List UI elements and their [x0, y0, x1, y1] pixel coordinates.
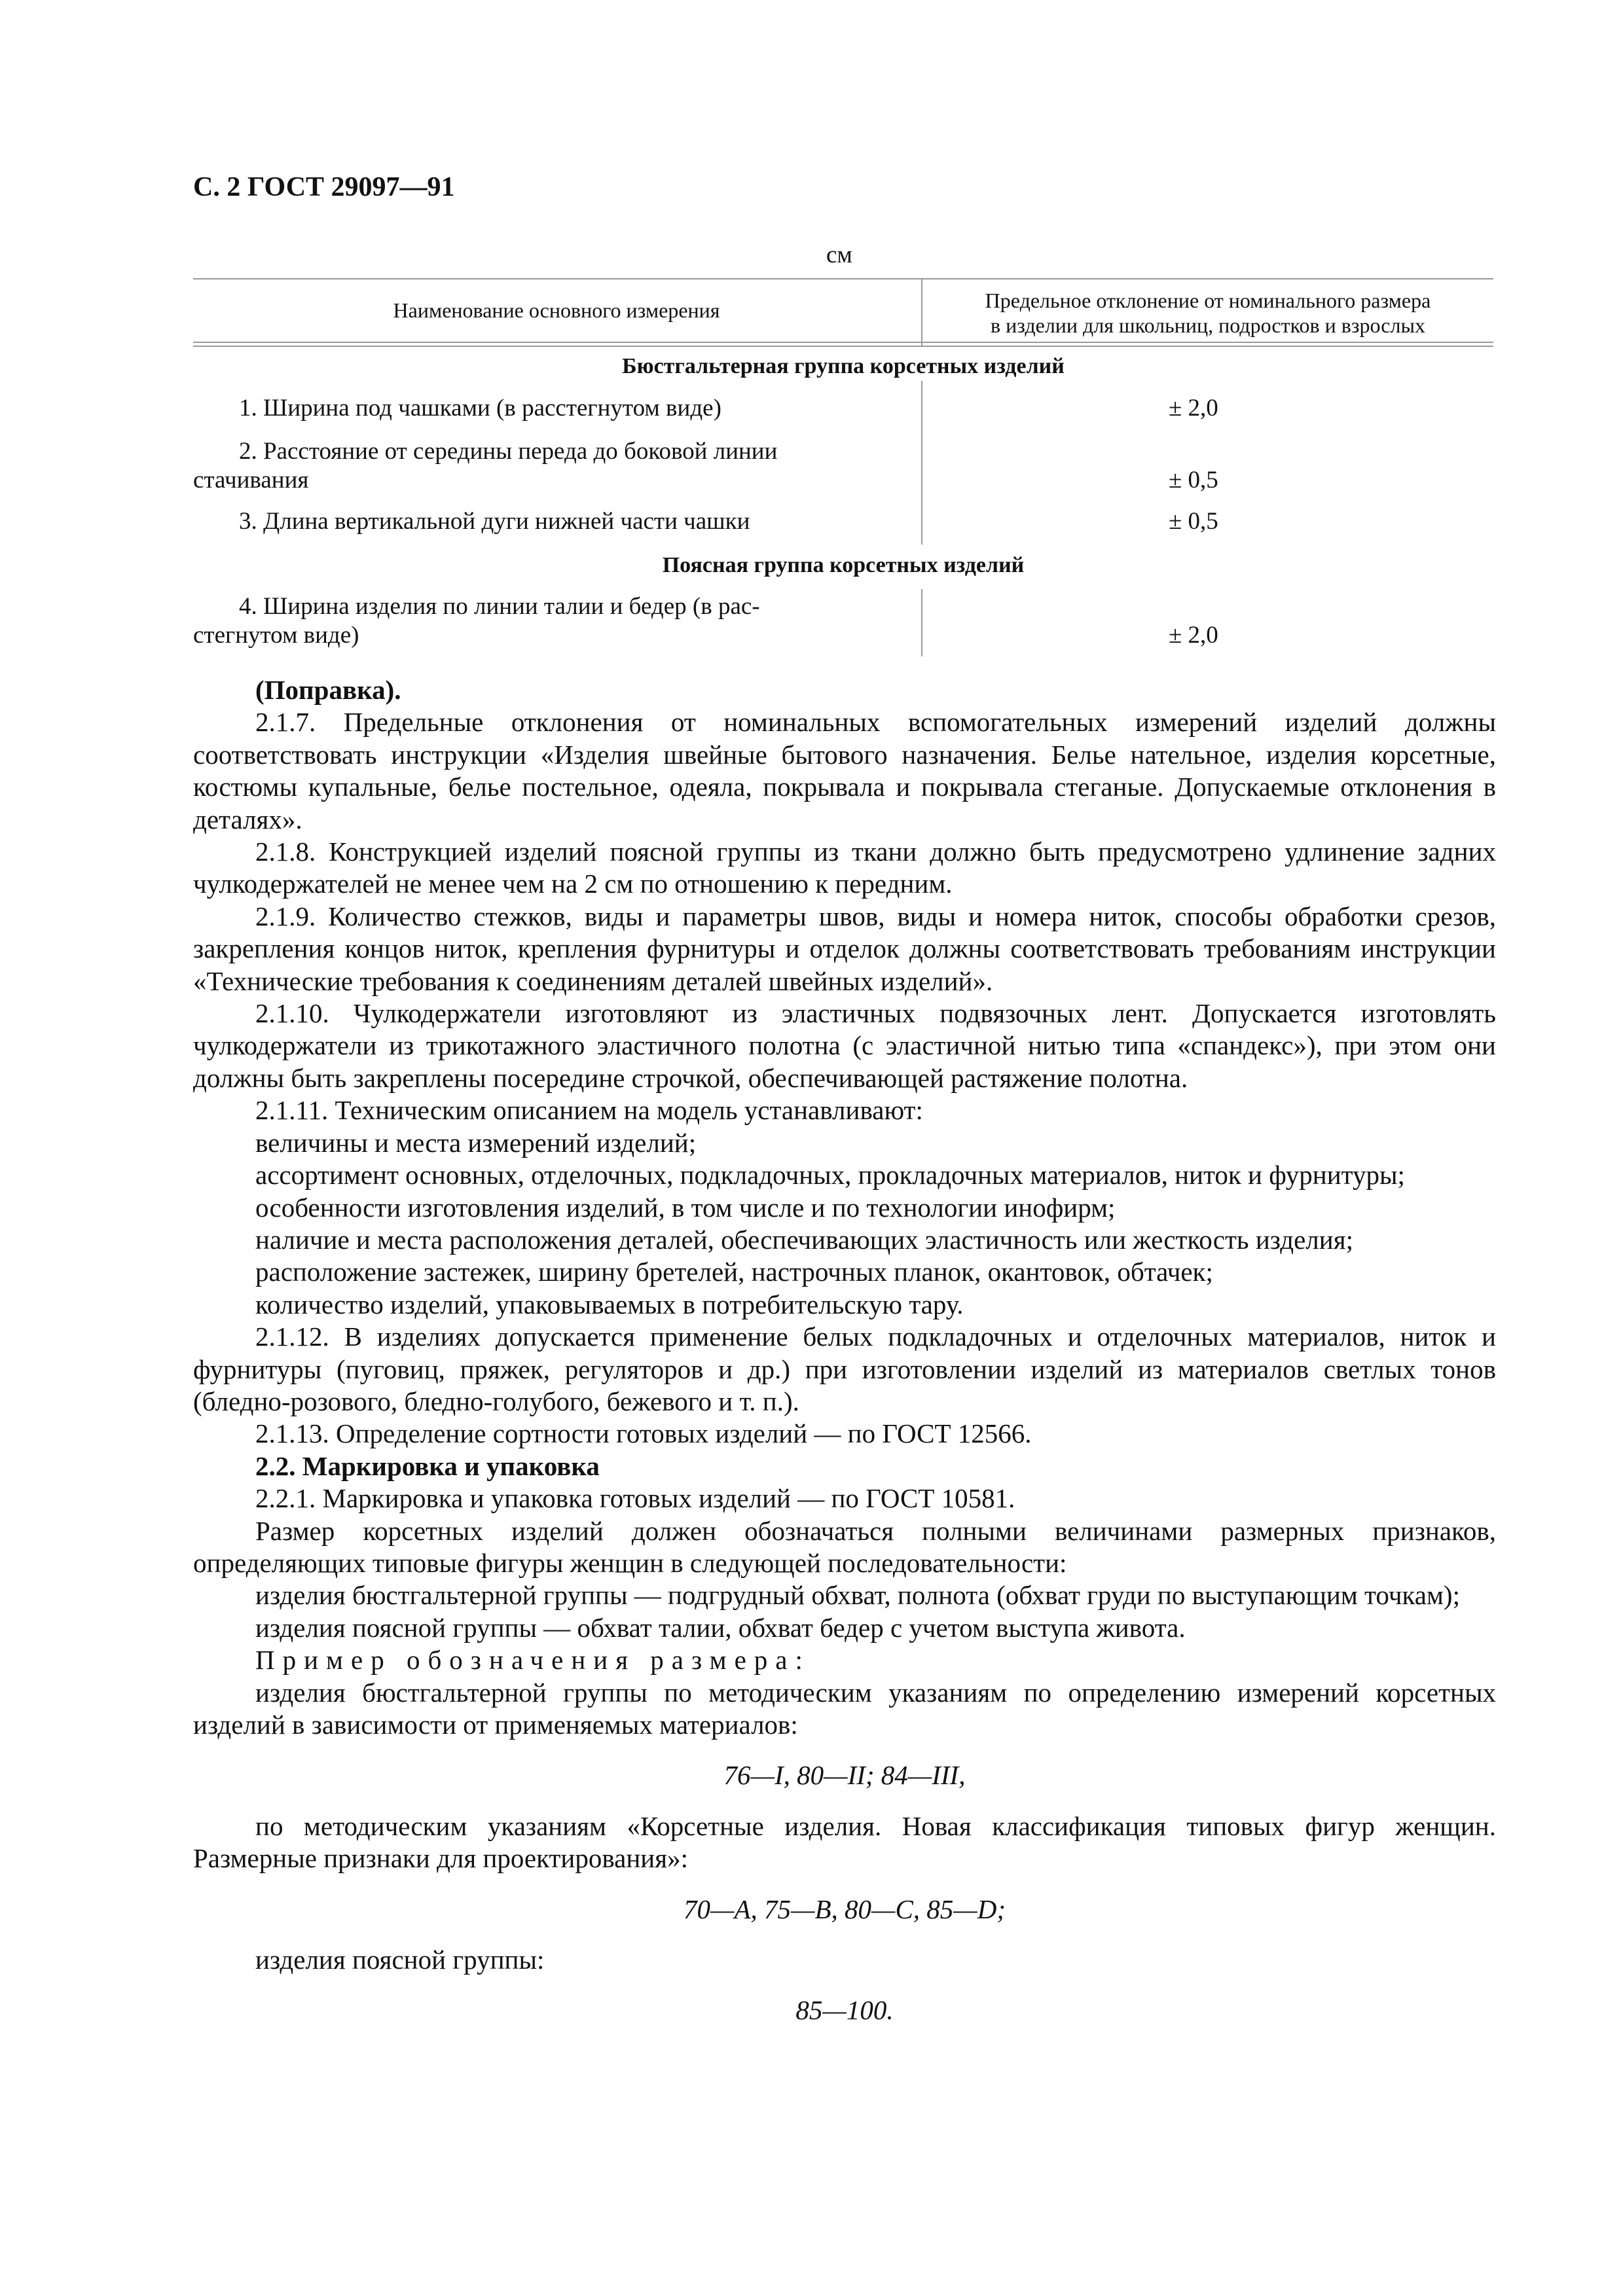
table-col2-header: [923, 288, 1493, 338]
formula-3: 85—100.: [795, 1995, 894, 2026]
table-row-2-text: 2. Расстояние от середины переда до боковой линии: [239, 438, 778, 465]
table-group-waist: Поясная группа корсетных изделий: [662, 553, 1025, 577]
paragraph-2-1-7: 2.1.7. Предельные отклонения от номинальных вспомогательных измерений изделий должны соответствовать инструкции «Изделия швейные бытового назначения. Белье нательное, изделия корсетные, костюмы купальные, белье постельное, одеяла, покрывала и покрывала стеганые. Допускаемые отклонения в деталях».: [193, 707, 1496, 834]
table-row-2-text-cont: стачивания: [193, 467, 309, 493]
unit-label: см: [826, 242, 852, 268]
paragraph-2-1-9: 2.1.9. Количество стежков, виды и параметры швов, виды и номера ниток, способы обработки срезов, закрепления концов ниток, крепления фурнитуры и отделок должны соответствовать требованиям инструкции «Технические требования к соединениям деталей швейных изделий».: [193, 901, 1496, 996]
paragraph-waist-group-size: изделия поясной группы — обхват талии, обхват бедер с учетом выступа живота.: [255, 1612, 1186, 1643]
table-group-bra: Бюстгальтерная группа корсетных изделий: [622, 354, 1065, 378]
table-row-1-value: ± 2,0: [1169, 395, 1218, 422]
table-top-rule: [193, 278, 1493, 279]
section-heading-2-2: 2.2. Маркировка и упаковка: [255, 1450, 600, 1481]
paragraph-size-designation: Размер корсетных изделий должен обозначаться полными величинами размерных признаков, определяющих типовые фигуры женщин в следующей последовательности:: [193, 1515, 1496, 1578]
paragraph-2-1-10: 2.1.10. Чулкодержатели изготовляют из эластичных подвязочных лент. Допускается изготовлять чулкодержатели из трикотажного эластичного полотна (с эластичной нитью типа «спандекс»), при этом они должны быть закреплены посередине строчкой, обеспечивающей растяжение полотна.: [193, 998, 1496, 1093]
table-row-4-text: 4. Ширина изделия по линии талии и бедер (в рас-: [239, 593, 760, 620]
table-row-2-value: ± 0,5: [1169, 467, 1218, 493]
list-item-fasteners: расположение застежек, ширину бретелей, настрочных планок, окантовок, обтачек;: [255, 1257, 1213, 1287]
table-header-rule-2: [193, 346, 1493, 347]
list-item-quantity: количество изделий, упаковываемых в потребительскую тару.: [255, 1289, 964, 1319]
list-item-details: наличие и места расположения деталей, обеспечивающих эластичность или жесткость изделия;: [255, 1224, 1353, 1255]
paragraph-2-1-11: 2.1.11. Техническим описанием на модель устанавливают:: [255, 1095, 923, 1126]
table-header-rule-1: [193, 342, 1493, 343]
formula-2: 70—A, 75—B, 80—C, 85—D;: [683, 1893, 1006, 1924]
table-col-divider-2: [921, 589, 922, 656]
paragraph-2-1-13: 2.1.13. Определение сортности готовых изделий — по ГОСТ 12566.: [255, 1418, 1032, 1449]
table-row-3-value: ± 0,5: [1169, 508, 1218, 535]
table-header-divider: [921, 278, 922, 347]
paragraph-bra-example: изделия бюстгальтерной группы по методическим указаниям по определению измерений корсетных изделий в зависимости от применяемых материалов:: [193, 1677, 1496, 1740]
col2-header-line2: в изделии для школьниц, подростков и взрослых: [991, 314, 1425, 337]
table-col1-header: Наименование основного измерения: [393, 298, 720, 322]
paragraph-waist-example: изделия поясной группы:: [255, 1945, 545, 1975]
paragraph-bra-group-size: изделия бюстгальтерной группы — подгрудный обхват, полнота (обхват груди по выступающим точкам);: [255, 1580, 1460, 1611]
table-col-divider-1: [921, 381, 922, 545]
table-row-3-text: 3. Длина вертикальной дуги нижней части чашки: [239, 508, 750, 535]
list-item-measurements: величины и места измерений изделий;: [255, 1127, 697, 1158]
list-item-features: особенности изготовления изделий, в том числе и по технологии инофирм;: [255, 1192, 1116, 1223]
correction-note: (Поправка).: [255, 675, 401, 705]
body-text: [193, 674, 1496, 2045]
paragraph-2-2-1: 2.2.1. Маркировка и упаковка готовых изделий — по ГОСТ 10581.: [255, 1483, 1015, 1514]
col2-header-line1: Предельное отклонение от номинального размера: [985, 289, 1431, 312]
table-row-4-text-cont: стегнутом виде): [193, 622, 359, 649]
paragraph-classification: по методическим указаниям «Корсетные изделия. Новая классификация типовых фигур женщин. Размерные признаки для проектирования»:: [193, 1810, 1496, 1874]
table-row-4-value: ± 2,0: [1169, 622, 1218, 649]
paragraph-2-1-12: 2.1.12. В изделиях допускается применение белых подкладочных и отделочных материалов, ниток и фурнитуры (пуговиц, пряжек, регуляторов и др.) при изготовлении изделий из материалов светлых тонов (бледно-розового, бледно-голубого, бежевого и т. п.).: [193, 1321, 1496, 1416]
formula-1: 76—I, 80—II; 84—III,: [723, 1760, 966, 1791]
list-item-materials: ассортимент основных, отделочных, подкладочных, прокладочных материалов, ниток и фурнитуры;: [255, 1160, 1405, 1191]
table-row-1-text: 1. Ширина под чашками (в расстегнутом виде): [239, 395, 721, 422]
page-header: С. 2 ГОСТ 29097—91: [193, 172, 455, 202]
example-heading: Пример обозначения размера:: [255, 1645, 811, 1676]
paragraph-2-1-8: 2.1.8. Конструкцией изделий поясной группы из ткани должно быть предусмотрено удлинение задних чулкодержателей не менее чем на 2 см по отношению к передним.: [193, 836, 1496, 899]
